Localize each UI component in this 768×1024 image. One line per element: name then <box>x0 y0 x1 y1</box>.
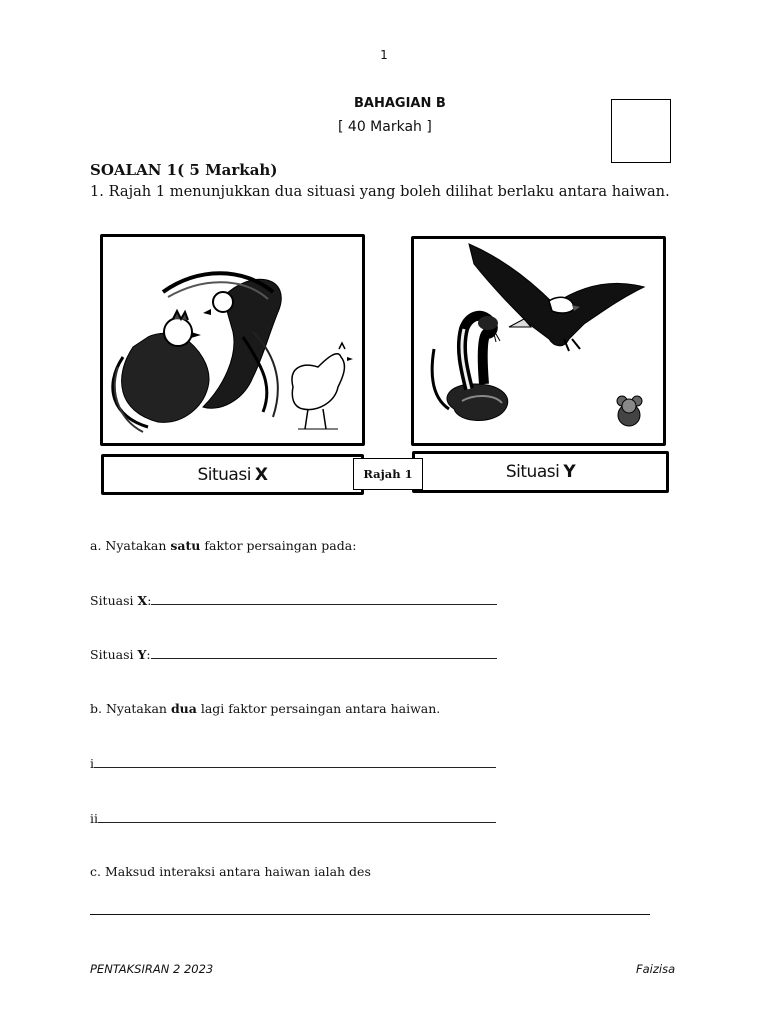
part-b-item-i-row <box>90 755 496 771</box>
question-text: 1. Rajah 1 menunjukkan dua situasi yang boleh dilihat berlaku antara haiwan. <box>90 183 670 200</box>
part-a-prefix: a. Nyatakan <box>90 538 171 553</box>
situation-y-letter: Y <box>563 462 576 482</box>
score-box[interactable] <box>611 99 671 163</box>
part-a-prompt <box>90 538 356 553</box>
situation-y-word: Situasi <box>505 462 560 482</box>
situation-y-answer-label: Situasi <box>90 647 138 662</box>
situation-x-label <box>101 454 364 495</box>
part-b-item-ii-row <box>90 810 496 826</box>
section-title: BAHAGIAN B <box>354 96 446 111</box>
eagle-snake-mouse-illustration <box>414 239 663 443</box>
page-number: 1 <box>380 48 388 62</box>
footer-left: PENTAKSIRAN 2 2023 <box>90 962 214 976</box>
footer-right: Faizisa <box>636 962 676 976</box>
part-b-item-ii-line[interactable] <box>98 810 496 823</box>
situation-x-letter: X <box>254 464 268 485</box>
part-b-prompt <box>90 701 440 716</box>
situation-x-answer-letter: X <box>137 593 148 608</box>
situation-y-answer-row <box>90 646 497 662</box>
situation-x-answer-colon: : <box>147 593 152 608</box>
section-marks: [ 40 Markah ] <box>338 119 432 135</box>
figure-caption: Rajah 1 <box>353 458 423 490</box>
situation-x-answer-row <box>90 592 497 608</box>
situation-y-answer-colon: : <box>146 647 151 662</box>
question-title: SOALAN 1( 5 Markah) <box>90 161 278 179</box>
part-b-item-ii-label: ii <box>90 811 98 826</box>
part-b-item-i-line[interactable] <box>94 755 496 768</box>
situation-x-image <box>100 234 365 446</box>
part-c-answer-line[interactable] <box>90 914 650 915</box>
part-a-suffix: faktor persaingan pada: <box>200 538 357 553</box>
situation-y-answer-line[interactable] <box>151 646 497 659</box>
part-a-bold: satu <box>170 538 201 553</box>
part-b-prefix: b. Nyatakan <box>90 701 171 716</box>
situation-y-answer-letter: Y <box>137 647 147 662</box>
situation-x-answer-line[interactable] <box>151 592 497 605</box>
situation-x-word: Situasi <box>197 464 251 485</box>
part-c-prompt: c. Maksud interaksi antara haiwan ialah des <box>90 864 371 879</box>
situation-y-image <box>411 236 666 446</box>
part-b-item-i-label: i <box>90 756 94 771</box>
situation-x-answer-label: Situasi <box>90 593 138 608</box>
fighting-roosters-illustration <box>103 237 362 443</box>
part-b-suffix: lagi faktor persaingan antara haiwan. <box>196 701 441 716</box>
situation-y-label <box>412 451 669 493</box>
part-b-bold: dua <box>170 701 197 716</box>
